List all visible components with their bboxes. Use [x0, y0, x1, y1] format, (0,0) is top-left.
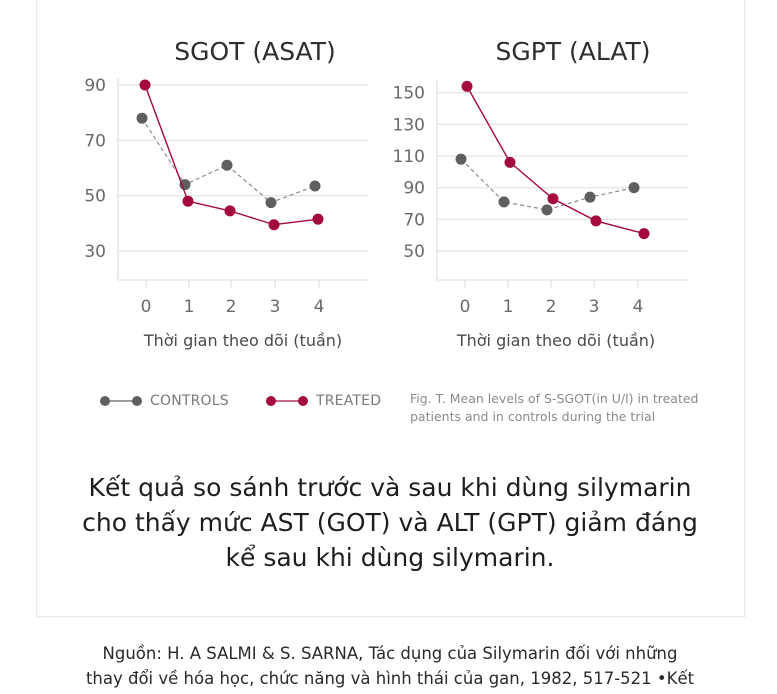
- summary-line-1: Kết quả so sánh trước và sau khi dùng silymarin: [88, 473, 692, 502]
- x-tick-label: 0: [459, 297, 471, 317]
- data-point: [591, 215, 602, 226]
- x-tick-label: 1: [183, 297, 195, 317]
- summary-text: [60, 470, 720, 575]
- y-tick-label: 70: [403, 210, 425, 231]
- data-point: [222, 160, 233, 171]
- x-tick-label: 2: [225, 297, 237, 317]
- data-point: [310, 180, 321, 191]
- source-line-2: thay đổi về hóa học, chức năng và hình thái của gan, 1982, 517-521 •Kết: [85, 669, 695, 688]
- x-tick-label: 3: [269, 297, 281, 317]
- controls-marker-icon: [100, 395, 142, 407]
- treated-marker-icon: [266, 395, 308, 407]
- chart-title: SGOT (ASAT): [174, 37, 336, 66]
- series-controls: [456, 154, 640, 216]
- series-line: [467, 86, 644, 233]
- x-axis-label: Thời gian theo dõi (tuần): [456, 331, 656, 350]
- series-treated: [462, 81, 650, 239]
- x-tick-label: 3: [588, 297, 600, 317]
- data-point: [266, 197, 277, 208]
- y-tick-label: 30: [84, 242, 106, 262]
- series-treated: [140, 80, 324, 231]
- x-tick-label: 4: [313, 297, 325, 317]
- sgot-chart: [84, 37, 368, 350]
- figure-caption: [410, 390, 730, 426]
- y-tick-label: 110: [392, 147, 425, 168]
- series-controls: [137, 113, 321, 208]
- data-point: [548, 193, 559, 204]
- x-axis-label: Thời gian theo dõi (tuần): [143, 331, 343, 350]
- y-tick-label: 50: [403, 242, 425, 262]
- y-tick-label: 70: [84, 131, 106, 152]
- legend-controls-label: CONTROLS: [150, 393, 229, 409]
- data-point: [183, 196, 194, 207]
- data-point: [629, 182, 640, 193]
- data-point: [137, 113, 148, 124]
- series-line: [145, 85, 318, 225]
- data-point: [585, 192, 596, 203]
- data-point: [225, 205, 236, 216]
- data-point: [313, 214, 324, 225]
- summary-line-2: cho thấy mức AST (GOT) và ALT (GPT) giảm đáng: [82, 508, 698, 537]
- sgpt-chart: [393, 37, 688, 350]
- y-tick-label: 50: [84, 186, 106, 207]
- data-point: [140, 80, 151, 91]
- data-point: [462, 81, 473, 92]
- y-tick-label: 90: [84, 76, 106, 96]
- data-point: [499, 196, 510, 207]
- data-point: [542, 204, 553, 215]
- x-tick-label: 2: [545, 297, 557, 317]
- legend-treated: [266, 390, 381, 412]
- source-citation: [40, 641, 740, 691]
- chart-title: SGPT (ALAT): [495, 37, 651, 66]
- summary-line-3: kể sau khi dùng silymarin.: [225, 543, 555, 572]
- caption-line-1: Fig. T. Mean levels of S-SGOT(in U/l) in treated: [410, 391, 699, 406]
- source-line-1: Nguồn: H. A SALMI & S. SARNA, Tác dụng của Silymarin đối với những: [102, 644, 678, 663]
- y-tick-label: 130: [392, 115, 425, 136]
- y-tick-label: 90: [403, 178, 425, 199]
- x-tick-label: 0: [140, 297, 152, 317]
- series-line: [461, 159, 634, 210]
- caption-line-2: patients and in controls during the trial: [410, 409, 656, 424]
- x-tick-label: 4: [632, 297, 644, 317]
- y-tick-label: 150: [392, 83, 425, 104]
- x-tick-label: 1: [502, 297, 514, 317]
- legend-treated-label: TREATED: [316, 393, 382, 409]
- legend-controls: [100, 390, 229, 412]
- data-point: [505, 157, 516, 168]
- data-point: [639, 228, 650, 239]
- data-point: [269, 219, 280, 230]
- data-point: [456, 154, 467, 165]
